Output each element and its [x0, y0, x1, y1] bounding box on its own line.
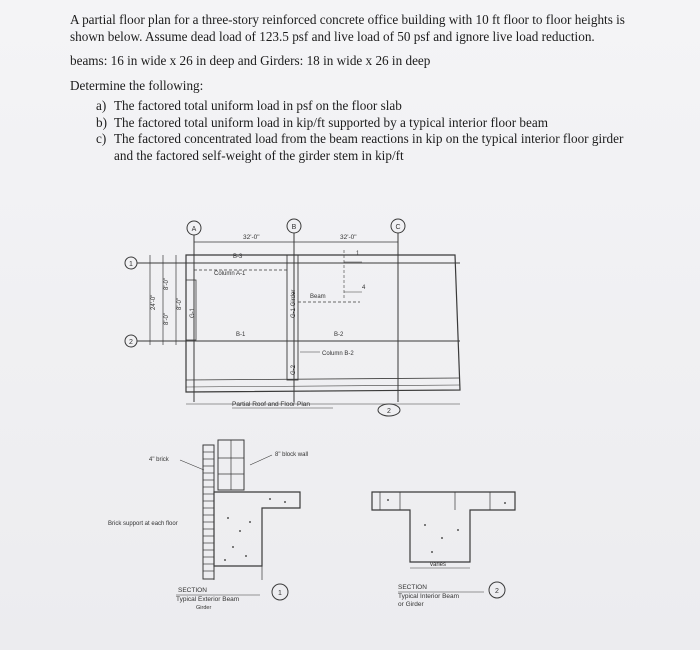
grid-label-a: A [191, 226, 197, 233]
marker-4: 4 [362, 285, 366, 291]
grid-label-2: 2 [129, 339, 133, 346]
dim-8ft-b: 8'-0" [164, 313, 170, 325]
sec2-subtitle: Typical Interior Beam [398, 593, 460, 600]
span-bc: 32'-0" [340, 234, 357, 241]
question-label: a) [96, 98, 107, 113]
grid-label-c: C [395, 224, 401, 231]
dim-8ft-a: 8'-0" [164, 278, 170, 290]
label-varies: varies [430, 562, 447, 568]
sec1-extra: Girder [196, 605, 212, 611]
question-label: c) [96, 131, 107, 146]
question-text: The factored concentrated load from the beam reactions in kip on the typical interior floor girder and the factored self-weight of the girder stem in kip/ft [114, 131, 624, 163]
label-b3: B-3 [233, 254, 243, 260]
label-g1: G-1 [190, 307, 196, 318]
dim-8ft-c: 8'-0" [177, 298, 183, 310]
plan-caption: Partial Roof and Floor Plan [232, 401, 311, 408]
question-label: b) [96, 114, 107, 130]
sec1-title: SECTION [178, 587, 207, 594]
label-block-wall: 8" block wall [275, 452, 309, 458]
label-brick: 4" brick [149, 457, 169, 463]
span-ab: 32'-0" [243, 234, 260, 241]
sec1-mark: 1 [278, 590, 282, 597]
marker-1: 1 [356, 251, 360, 257]
dim-24ft: 24'-0" [151, 294, 157, 310]
member-sizes: beams: 16 in wide x 26 in deep and Girders: 18 in wide x 26 in deep [70, 53, 431, 68]
problem-intro: A partial floor plan for a three-story reinforced concrete office building with 10 ft floor to floor heights is shown below. Assume dead load of 123.5 psf and live load of 50 psf and ignore live load reduction. [70, 12, 625, 44]
grid-label-1: 1 [129, 261, 133, 268]
sec2-subtitle-2: or Girder [398, 601, 424, 608]
sec2-mark: 2 [495, 588, 499, 595]
label-column-b2: Column B-2 [322, 351, 354, 357]
label-brick-support: Brick support at each floor [108, 521, 178, 527]
label-b1: B-1 [236, 332, 246, 338]
question-text: The factored total uniform load in kip/ft supported by a typical interior floor beam [114, 114, 548, 130]
question-text: The factored total uniform load in psf on the floor slab [114, 98, 402, 113]
label-column-a1: Column A-1 [214, 271, 246, 277]
label-g1-girder: G-1 Girder [291, 289, 297, 318]
sec2-title: SECTION [398, 584, 427, 591]
label-beam: Beam [310, 294, 326, 300]
label-b2: B-2 [334, 332, 344, 338]
section-mark-plan: 2 [387, 408, 391, 415]
grid-label-b: B [291, 224, 297, 231]
sec1-subtitle: Typical Exterior Beam [176, 596, 240, 603]
label-g2: G-2 [291, 364, 297, 375]
determine-heading: Determine the following: [70, 77, 204, 93]
